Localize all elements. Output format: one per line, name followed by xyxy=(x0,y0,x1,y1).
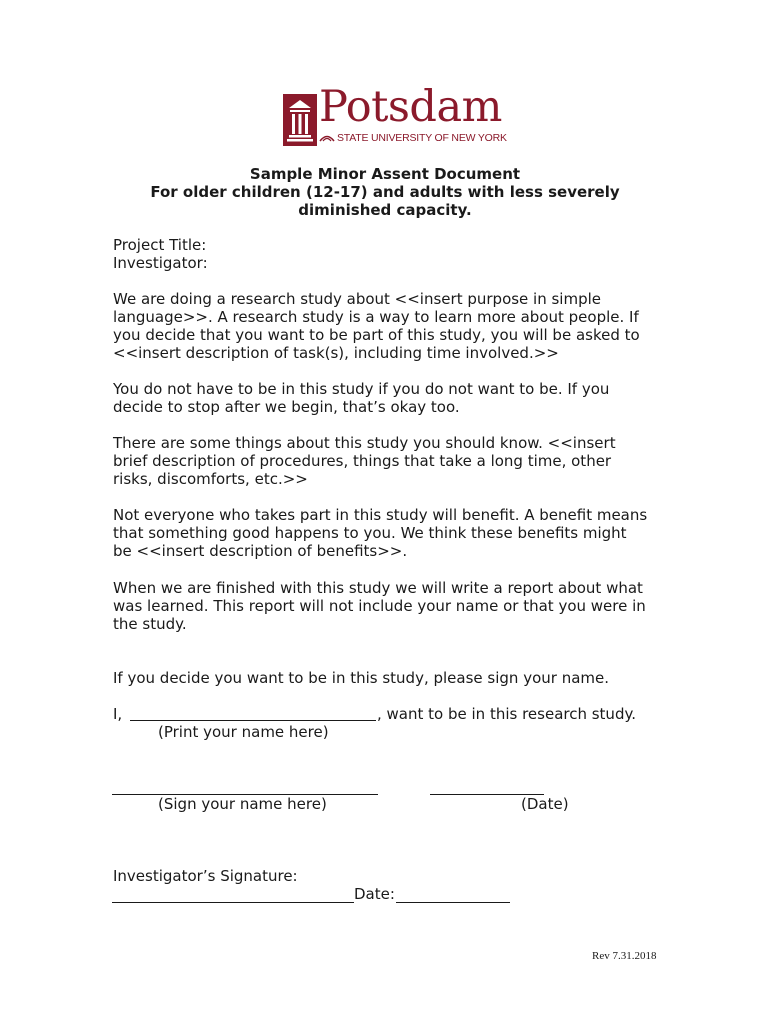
investigator-signature-label: Investigator’s Signature: xyxy=(113,867,298,885)
paragraph-line: We are doing a research study about <<insert purpose in simple xyxy=(113,290,602,308)
suny-emblem-icon xyxy=(319,132,335,142)
paragraph-line: risks, discomforts, etc.>> xyxy=(113,470,308,488)
paragraph-line: When we are finished with this study we will write a report about what xyxy=(113,579,643,597)
paragraph-line: that something good happens to you. We think these benefits might xyxy=(113,524,627,542)
document-subtitle-line2: diminished capacity. xyxy=(298,201,472,219)
project-title-label: Project Title: xyxy=(113,236,207,254)
logo-wordmark: Potsdam xyxy=(319,82,502,132)
potsdam-logo xyxy=(283,82,507,152)
paragraph-line: be <<insert description of benefits>>. xyxy=(113,542,408,560)
paragraph-line: brief description of procedures, things that take a long time, other xyxy=(113,452,612,470)
document-title: Sample Minor Assent Document xyxy=(249,165,521,183)
print-name-label: (Print your name here) xyxy=(158,723,329,741)
investigator-date-label: Date: xyxy=(354,885,395,903)
paragraph-line: was learned. This report will not include your name or that you were in xyxy=(113,597,646,615)
i-prefix: I, xyxy=(113,705,123,723)
paragraph-line: language>>. A research study is a way to learn more about people. If xyxy=(113,308,639,326)
logo-subtitle: STATE UNIVERSITY OF NEW YORK xyxy=(337,132,507,144)
paragraph-line: you decide that you want to be part of this study, you will be asked to xyxy=(113,326,640,344)
i-suffix: , want to be in this research study. xyxy=(377,705,636,723)
paragraph-line: <<insert description of task(s), including time involved.>> xyxy=(113,344,559,362)
college-building-icon xyxy=(283,94,317,146)
paragraph-line: Not everyone who takes part in this study will benefit. A benefit means xyxy=(113,506,648,524)
document-subtitle-line1: For older children (12-17) and adults with less severely xyxy=(150,183,620,201)
investigator-date-line[interactable] xyxy=(396,902,510,903)
investigator-signature-line[interactable] xyxy=(112,902,354,903)
date-label: (Date) xyxy=(521,795,569,813)
paragraph-line: decide to stop after we begin, that’s okay too. xyxy=(113,398,460,416)
paragraph-line: There are some things about this study you should know. <<insert xyxy=(113,434,616,452)
investigator-label: Investigator: xyxy=(113,254,208,272)
signature-intro: If you decide you want to be in this study, please sign your name. xyxy=(113,669,609,687)
paragraph-line: the study. xyxy=(113,615,187,633)
revision-note: Rev 7.31.2018 xyxy=(592,950,657,962)
paragraph-line: You do not have to be in this study if you do not want to be. If you xyxy=(113,380,610,398)
sign-name-label: (Sign your name here) xyxy=(158,795,327,813)
print-name-line[interactable] xyxy=(130,720,376,721)
